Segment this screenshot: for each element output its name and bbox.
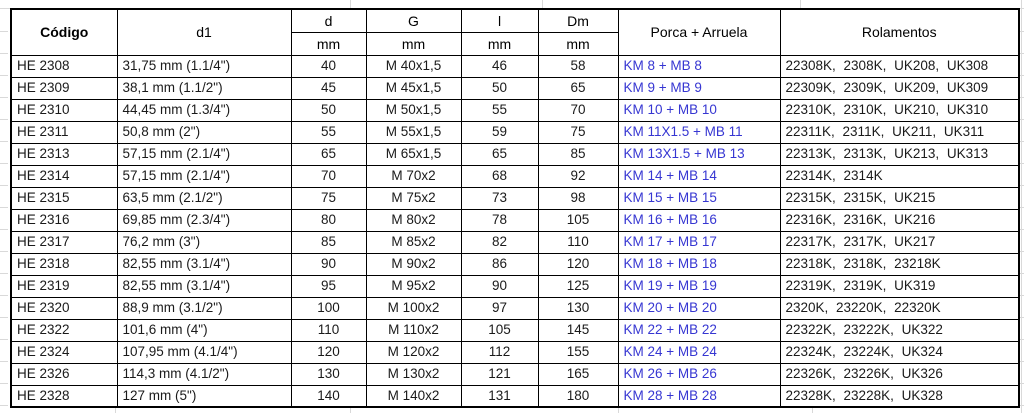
cell-g: M 75x2 bbox=[366, 187, 461, 209]
grid-top-tick bbox=[542, 0, 543, 8]
cell-d1: 107,95 mm (4.1/4") bbox=[117, 341, 291, 363]
cell-rolamentos: 22313K, 2313K, UK213, UK313 bbox=[780, 143, 1019, 165]
unit-label-mm: mm bbox=[366, 32, 461, 55]
cell-rolamentos: 22318K, 2318K, 23218K bbox=[780, 253, 1019, 275]
cell-g: M 40x1,5 bbox=[366, 55, 461, 77]
cell-rolamentos: 2320K, 23220K, 22320K bbox=[780, 297, 1019, 319]
table-row bbox=[11, 231, 1019, 253]
cell-d: 70 bbox=[291, 165, 366, 187]
table-row bbox=[11, 385, 1019, 407]
cell-codigo: HE 2316 bbox=[11, 209, 117, 231]
cell-l: 50 bbox=[461, 77, 538, 99]
cell-l: 78 bbox=[461, 209, 538, 231]
cell-g: M 120x2 bbox=[366, 341, 461, 363]
grid-bottom-tick bbox=[350, 408, 351, 413]
cell-codigo: HE 2309 bbox=[11, 77, 117, 99]
cell-dm: 145 bbox=[538, 319, 618, 341]
grid-top-tick bbox=[350, 0, 351, 8]
cell-g: M 85x2 bbox=[366, 231, 461, 253]
col-header-d1: d1 bbox=[117, 9, 291, 55]
cell-l: 82 bbox=[461, 231, 538, 253]
cell-d1: 57,15 mm (2.1/4") bbox=[117, 165, 291, 187]
cell-l: 131 bbox=[461, 385, 538, 407]
cell-l: 65 bbox=[461, 143, 538, 165]
cell-porca: KM 19 + MB 19 bbox=[618, 275, 780, 297]
col-header-porca-arruela: Porca + Arruela bbox=[618, 9, 780, 55]
table-row bbox=[11, 363, 1019, 385]
cell-codigo: HE 2322 bbox=[11, 319, 117, 341]
cell-g: M 65x1,5 bbox=[366, 143, 461, 165]
cell-dm: 98 bbox=[538, 187, 618, 209]
table-row bbox=[11, 143, 1019, 165]
col-header-d: d bbox=[291, 9, 366, 32]
cell-porca: KM 15 + MB 15 bbox=[618, 187, 780, 209]
cell-d1: 114,3 mm (4.1/2") bbox=[117, 363, 291, 385]
cell-d: 140 bbox=[291, 385, 366, 407]
cell-d: 110 bbox=[291, 319, 366, 341]
cell-d1: 57,15 mm (2.1/4") bbox=[117, 143, 291, 165]
cell-codigo: HE 2310 bbox=[11, 99, 117, 121]
cell-rolamentos: 22309K, 2309K, UK209, UK309 bbox=[780, 77, 1019, 99]
cell-g: M 100x2 bbox=[366, 297, 461, 319]
cell-dm: 165 bbox=[538, 363, 618, 385]
cell-dm: 110 bbox=[538, 231, 618, 253]
cell-d: 75 bbox=[291, 187, 366, 209]
cell-g: M 95x2 bbox=[366, 275, 461, 297]
cell-porca: KM 11X1.5 + MB 11 bbox=[618, 121, 780, 143]
cell-codigo: HE 2314 bbox=[11, 165, 117, 187]
cell-codigo: HE 2328 bbox=[11, 385, 117, 407]
cell-rolamentos: 22322K, 23222K, UK322 bbox=[780, 319, 1019, 341]
cell-porca: KM 13X1.5 + MB 13 bbox=[618, 143, 780, 165]
table-header bbox=[11, 9, 1019, 55]
cell-dm: 58 bbox=[538, 55, 618, 77]
cell-dm: 105 bbox=[538, 209, 618, 231]
cell-l: 90 bbox=[461, 275, 538, 297]
cell-g: M 130x2 bbox=[366, 363, 461, 385]
cell-d1: 88,9 mm (3.1/2") bbox=[117, 297, 291, 319]
grid-top-tick bbox=[800, 0, 801, 8]
grid-bottom-tick bbox=[618, 408, 619, 413]
cell-codigo: HE 2320 bbox=[11, 297, 117, 319]
cell-l: 97 bbox=[461, 297, 538, 319]
table-body bbox=[11, 55, 1019, 407]
cell-g: M 140x2 bbox=[366, 385, 461, 407]
cell-dm: 70 bbox=[538, 99, 618, 121]
col-header-g: G bbox=[366, 9, 461, 32]
cell-rolamentos: 22316K, 2316K, UK216 bbox=[780, 209, 1019, 231]
table-row bbox=[11, 165, 1019, 187]
cell-codigo: HE 2313 bbox=[11, 143, 117, 165]
cell-d: 90 bbox=[291, 253, 366, 275]
cell-codigo: HE 2318 bbox=[11, 253, 117, 275]
cell-porca: KM 9 + MB 9 bbox=[618, 77, 780, 99]
cell-d: 65 bbox=[291, 143, 366, 165]
cell-l: 55 bbox=[461, 99, 538, 121]
cell-l: 112 bbox=[461, 341, 538, 363]
cell-d1: 82,55 mm (3.1/4") bbox=[117, 275, 291, 297]
col-header-rolamentos: Rolamentos bbox=[780, 9, 1019, 55]
table-row bbox=[11, 209, 1019, 231]
cell-rolamentos: 22315K, 2315K, UK215 bbox=[780, 187, 1019, 209]
col-header-dm: Dm bbox=[538, 9, 618, 32]
cell-d: 85 bbox=[291, 231, 366, 253]
table-row bbox=[11, 341, 1019, 363]
cell-l: 121 bbox=[461, 363, 538, 385]
cell-d1: 50,8 mm (2") bbox=[117, 121, 291, 143]
grid-left-row-ticks bbox=[0, 10, 8, 408]
table-row bbox=[11, 99, 1019, 121]
cell-porca: KM 16 + MB 16 bbox=[618, 209, 780, 231]
cell-rolamentos: 22310K, 2310K, UK210, UK310 bbox=[780, 99, 1019, 121]
cell-dm: 75 bbox=[538, 121, 618, 143]
cell-dm: 125 bbox=[538, 275, 618, 297]
cell-d: 95 bbox=[291, 275, 366, 297]
cell-porca: KM 10 + MB 10 bbox=[618, 99, 780, 121]
table-row bbox=[11, 297, 1019, 319]
cell-d: 40 bbox=[291, 55, 366, 77]
table-row bbox=[11, 55, 1019, 77]
cell-codigo: HE 2324 bbox=[11, 341, 117, 363]
cell-codigo: HE 2315 bbox=[11, 187, 117, 209]
cell-rolamentos: 22308K, 2308K, UK208, UK308 bbox=[780, 55, 1019, 77]
table-row bbox=[11, 121, 1019, 143]
cell-porca: KM 17 + MB 17 bbox=[618, 231, 780, 253]
cell-porca: KM 22 + MB 22 bbox=[618, 319, 780, 341]
cell-codigo: HE 2311 bbox=[11, 121, 117, 143]
cell-rolamentos: 22314K, 2314K bbox=[780, 165, 1019, 187]
cell-d1: 127 mm (5") bbox=[117, 385, 291, 407]
unit-label-mm: mm bbox=[291, 32, 366, 55]
cell-g: M 90x2 bbox=[366, 253, 461, 275]
cell-porca: KM 28 + MB 28 bbox=[618, 385, 780, 407]
cell-g: M 45x1,5 bbox=[366, 77, 461, 99]
cell-g: M 110x2 bbox=[366, 319, 461, 341]
cell-d1: 69,85 mm (2.3/4") bbox=[117, 209, 291, 231]
cell-d: 100 bbox=[291, 297, 366, 319]
cell-rolamentos: 22326K, 23226K, UK326 bbox=[780, 363, 1019, 385]
cell-d1: 63,5 mm (2.1/2") bbox=[117, 187, 291, 209]
cell-dm: 120 bbox=[538, 253, 618, 275]
cell-l: 68 bbox=[461, 165, 538, 187]
cell-l: 46 bbox=[461, 55, 538, 77]
cell-porca: KM 8 + MB 8 bbox=[618, 55, 780, 77]
cell-porca: KM 14 + MB 14 bbox=[618, 165, 780, 187]
table-row bbox=[11, 253, 1019, 275]
cell-d: 55 bbox=[291, 121, 366, 143]
cell-dm: 92 bbox=[538, 165, 618, 187]
cell-rolamentos: 22319K, 2319K, UK319 bbox=[780, 275, 1019, 297]
cell-codigo: HE 2317 bbox=[11, 231, 117, 253]
cell-dm: 65 bbox=[538, 77, 618, 99]
cell-rolamentos: 22317K, 2317K, UK217 bbox=[780, 231, 1019, 253]
cell-rolamentos: 22324K, 23224K, UK324 bbox=[780, 341, 1019, 363]
cell-d: 120 bbox=[291, 341, 366, 363]
cell-d: 80 bbox=[291, 209, 366, 231]
cell-d1: 44,45 mm (1.3/4") bbox=[117, 99, 291, 121]
cell-d1: 76,2 mm (3") bbox=[117, 231, 291, 253]
cell-d1: 31,75 mm (1.1/4") bbox=[117, 55, 291, 77]
cell-rolamentos: 22328K, 23228K, UK328 bbox=[780, 385, 1019, 407]
cell-l: 86 bbox=[461, 253, 538, 275]
col-header-l: l bbox=[461, 9, 538, 32]
cell-d: 45 bbox=[291, 77, 366, 99]
cell-d1: 101,6 mm (4") bbox=[117, 319, 291, 341]
cell-codigo: HE 2326 bbox=[11, 363, 117, 385]
cell-d: 50 bbox=[291, 99, 366, 121]
table-row bbox=[11, 77, 1019, 99]
cell-porca: KM 18 + MB 18 bbox=[618, 253, 780, 275]
table-row bbox=[11, 319, 1019, 341]
cell-codigo: HE 2319 bbox=[11, 275, 117, 297]
cell-d1: 82,55 mm (3.1/4") bbox=[117, 253, 291, 275]
grid-bottom-tick bbox=[115, 408, 116, 413]
cell-g: M 50x1,5 bbox=[366, 99, 461, 121]
cell-d: 130 bbox=[291, 363, 366, 385]
cell-porca: KM 20 + MB 20 bbox=[618, 297, 780, 319]
cell-g: M 55x1,5 bbox=[366, 121, 461, 143]
cell-l: 59 bbox=[461, 121, 538, 143]
cell-porca: KM 26 + MB 26 bbox=[618, 363, 780, 385]
col-header-codigo: Código bbox=[11, 9, 117, 55]
cell-codigo: HE 2308 bbox=[11, 55, 117, 77]
cell-dm: 85 bbox=[538, 143, 618, 165]
cell-dm: 130 bbox=[538, 297, 618, 319]
cell-l: 105 bbox=[461, 319, 538, 341]
cell-dm: 180 bbox=[538, 385, 618, 407]
cell-g: M 70x2 bbox=[366, 165, 461, 187]
cell-rolamentos: 22311K, 2311K, UK211, UK311 bbox=[780, 121, 1019, 143]
bearing-adapter-sleeve-table bbox=[10, 8, 1020, 408]
unit-label-mm: mm bbox=[461, 32, 538, 55]
table-row bbox=[11, 187, 1019, 209]
cell-d1: 38,1 mm (1.1/2") bbox=[117, 77, 291, 99]
cell-porca: KM 24 + MB 24 bbox=[618, 341, 780, 363]
header-row-labels bbox=[11, 9, 1019, 32]
cell-dm: 155 bbox=[538, 341, 618, 363]
cell-g: M 80x2 bbox=[366, 209, 461, 231]
cell-l: 73 bbox=[461, 187, 538, 209]
table-row bbox=[11, 275, 1019, 297]
grid-bottom-tick bbox=[812, 408, 813, 413]
unit-label-mm: mm bbox=[538, 32, 618, 55]
